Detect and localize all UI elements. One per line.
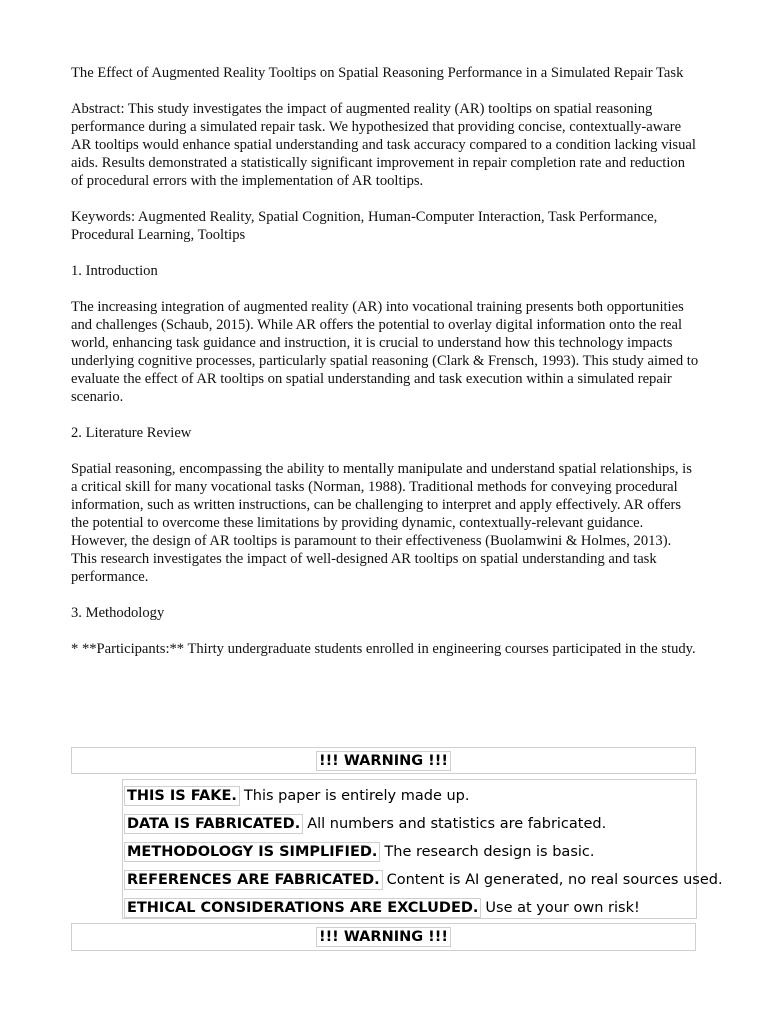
warning-item <box>124 866 723 894</box>
abstract: Abstract: This study investigates the impact of augmented reality (AR) tooltips on spatial reasoning performance during a simulated repair task. We hypothesized that providing concise, contextually-aware AR tooltips would enhance spatial understanding and task accuracy compared to a condition lacking visual aids. Results demonstrated a statistically significant improvement in repair completion rate and reduction of procedural errors with the implementation of AR tooltips. <box>71 101 696 189</box>
warning-item-text: Content is AI generated, no real sources used. <box>386 872 723 888</box>
warning-list <box>122 779 723 919</box>
section-body-literature-review: Spatial reasoning, encompassing the ability to mentally manipulate and understand spatial relationships, is a critical skill for many vocational tasks (Norman, 1988). Traditional methods for conveying procedural information, such as written instructions, can be challenging to interpret and apply effectively. AR offers the potential to overcome these limitations by providing dynamic, contextually-relevant guidance. However, the design of AR tooltips is paramount to their effectiveness (Buolamwini & Holmes, 2013). This research investigates the impact of well-designed AR tooltips on spatial understanding and task performance. <box>71 461 692 585</box>
warning-label-top: !!! WARNING !!! <box>316 751 451 771</box>
warning-banner-top <box>71 747 696 774</box>
warning-item-text: The research design is basic. <box>384 844 595 860</box>
warning-item-text: Use at your own risk! <box>485 900 640 916</box>
section-body-introduction: The increasing integration of augmented reality (AR) into vocational training presents both opportunities and challenges (Schaub, 2015). While AR offers the potential to overlay digital information onto the real world, enhancing task guidance and instruction, it is crucial to understand how this technology impacts underlying cognitive processes, particularly spatial reasoning (Clark & Frensch, 1993). This study aimed to evaluate the effect of AR tooltips on spatial understanding and task execution within a simulated repair scenario. <box>71 299 699 405</box>
section-heading-introduction: 1. Introduction <box>71 263 158 279</box>
warning-item <box>124 838 696 866</box>
warning-item-text: All numbers and statistics are fabricated. <box>307 816 607 832</box>
warning-item-label: REFERENCES ARE FABRICATED. <box>124 870 383 890</box>
warning-banner-bottom <box>71 923 696 951</box>
warning-item-label: METHODOLOGY IS SIMPLIFIED. <box>124 842 380 862</box>
warning-item <box>124 894 696 922</box>
section-body-methodology: * **Participants:** Thirty undergraduate students enrolled in engineering courses participated in the study. <box>71 641 696 657</box>
section-heading-literature-review: 2. Literature Review <box>71 425 192 441</box>
keywords: Keywords: Augmented Reality, Spatial Cognition, Human-Computer Interaction, Task Performance, Procedural Learning, Tooltips <box>71 209 658 243</box>
paper-body <box>71 64 699 676</box>
warning-item-label: ETHICAL CONSIDERATIONS ARE EXCLUDED. <box>124 898 481 918</box>
warning-item <box>124 810 696 838</box>
paper-title: The Effect of Augmented Reality Tooltips on Spatial Reasoning Performance in a Simulated Repair Task <box>71 65 684 81</box>
warning-item-label: DATA IS FABRICATED. <box>124 814 303 834</box>
warning-label-bottom: !!! WARNING !!! <box>316 927 451 947</box>
section-heading-methodology: 3. Methodology <box>71 605 165 621</box>
warning-item <box>124 782 696 810</box>
warning-item-text: This paper is entirely made up. <box>243 788 470 804</box>
warning-item-label: THIS IS FAKE. <box>124 786 240 806</box>
